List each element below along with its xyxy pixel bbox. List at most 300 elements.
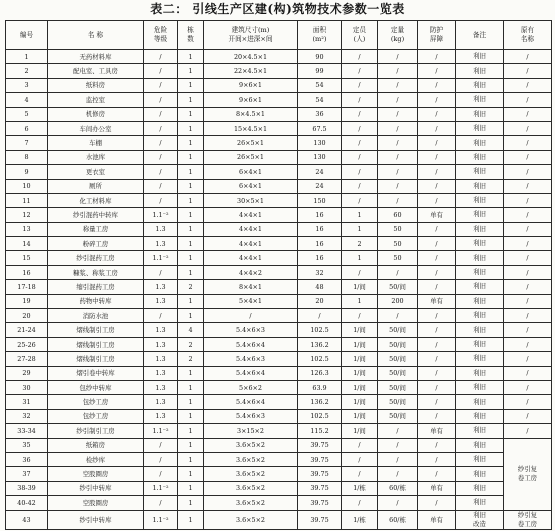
cell-area: 102.5: [298, 323, 342, 337]
cell-origname: /: [504, 165, 552, 179]
cell-dose: /: [378, 452, 418, 466]
table-row: [6, 510, 552, 529]
cell-count: 1: [178, 395, 204, 409]
header-count: 栋 数: [178, 21, 204, 50]
cell-note: 利旧: [456, 424, 504, 438]
cell-note: 利旧: [456, 64, 504, 78]
cell-hazard: /: [144, 452, 178, 466]
cell-count: 1: [178, 121, 204, 135]
cell-no: 30: [6, 380, 48, 394]
cell-area: 115.2: [298, 424, 342, 438]
cell-area: 24: [298, 165, 342, 179]
cell-name: 缩引混药工房: [48, 280, 144, 294]
cell-dims: 26×5×1: [204, 150, 298, 164]
cell-name: 车棚: [48, 136, 144, 150]
cell-protect: /: [418, 107, 456, 121]
cell-note: 利旧: [456, 467, 504, 481]
cell-origname: /: [504, 93, 552, 107]
cell-area: 16: [298, 208, 342, 222]
table-row: [6, 337, 552, 351]
cell-no: 33-34: [6, 424, 48, 438]
cell-note: 利旧: [456, 78, 504, 92]
cell-note: 利旧: [456, 294, 504, 308]
cell-area: 39.75: [298, 467, 342, 481]
cell-dose: 50: [378, 237, 418, 251]
cell-name: 纱引混药中转库: [48, 208, 144, 222]
cell-count: 2: [178, 280, 204, 294]
cell-name: 监控室: [48, 93, 144, 107]
cell-no: 16: [6, 265, 48, 279]
cell-name: 药物中转库: [48, 294, 144, 308]
cell-name: 纱引中转库: [48, 481, 144, 495]
table-row: [6, 208, 552, 222]
cell-area: /: [298, 309, 342, 323]
cell-count: 1: [178, 136, 204, 150]
cell-note: 利旧: [456, 237, 504, 251]
cell-staff: 1/间: [342, 366, 378, 380]
cell-hazard: /: [144, 438, 178, 452]
table-row: [6, 136, 552, 150]
cell-dose: /: [378, 121, 418, 135]
cell-name: 熠线制引工房: [48, 352, 144, 366]
cell-area: 126.3: [298, 366, 342, 380]
cell-area: 63.9: [298, 380, 342, 394]
cell-dose: 50/间: [378, 280, 418, 294]
table-row: [6, 452, 552, 466]
cell-note: 利旧: [456, 496, 504, 510]
table-row: [6, 165, 552, 179]
cell-name: 消防水池: [48, 309, 144, 323]
cell-origname: /: [504, 265, 552, 279]
cell-dose: 200: [378, 294, 418, 308]
cell-protect: /: [418, 121, 456, 135]
cell-hazard: 1.3: [144, 409, 178, 423]
cell-count: 1: [178, 208, 204, 222]
cell-area: 102.5: [298, 352, 342, 366]
cell-dims: 8×4×1: [204, 280, 298, 294]
cell-dose: 50: [378, 251, 418, 265]
cell-dims: 5.4×6×3: [204, 409, 298, 423]
cell-hazard: 1.3: [144, 237, 178, 251]
cell-protect: /: [418, 438, 456, 452]
cell-origname: /: [504, 395, 552, 409]
cell-hazard: /: [144, 467, 178, 481]
cell-staff: /: [342, 64, 378, 78]
cell-dims: 3.6×5×2: [204, 481, 298, 495]
header-dose: 定量 (kg): [378, 21, 418, 50]
cell-origname: /: [504, 64, 552, 78]
cell-staff: /: [342, 193, 378, 207]
cell-protect: /: [418, 380, 456, 394]
cell-count: 4: [178, 323, 204, 337]
cell-dose: /: [378, 179, 418, 193]
cell-staff: /: [342, 150, 378, 164]
cell-protect: 单有: [418, 208, 456, 222]
cell-name: 空股圈房: [48, 467, 144, 481]
cell-origname: /: [504, 337, 552, 351]
cell-no: 20: [6, 309, 48, 323]
cell-count: 1: [178, 107, 204, 121]
cell-protect: /: [418, 193, 456, 207]
cell-protect: /: [418, 136, 456, 150]
cell-staff: 1: [342, 208, 378, 222]
cell-hazard: 1.1⁻²: [144, 510, 178, 529]
cell-note: 利旧: [456, 323, 504, 337]
table-row: [6, 467, 552, 481]
cell-area: 39.75: [298, 496, 342, 510]
cell-note: 利旧: [456, 438, 504, 452]
cell-origname: /: [504, 237, 552, 251]
cell-area: 67.5: [298, 121, 342, 135]
cell-protect: /: [418, 78, 456, 92]
cell-protect: /: [418, 251, 456, 265]
cell-name: 更衣室: [48, 165, 144, 179]
cell-origname: /: [504, 280, 552, 294]
cell-count: 2: [178, 337, 204, 351]
cell-area: 54: [298, 78, 342, 92]
cell-dims: 5.4×6×4: [204, 337, 298, 351]
cell-name: 包纱工房: [48, 409, 144, 423]
cell-name: 包纱中转库: [48, 380, 144, 394]
cell-name: 包纱工房: [48, 395, 144, 409]
cell-note: 利旧: [456, 280, 504, 294]
table-row: [6, 179, 552, 193]
cell-area: 48: [298, 280, 342, 294]
cell-note: 利旧 改造: [456, 510, 504, 529]
cell-protect: /: [418, 237, 456, 251]
cell-area: 102.5: [298, 409, 342, 423]
cell-origname: /: [504, 380, 552, 394]
cell-origname: /: [504, 323, 552, 337]
cell-dose: 60/栋: [378, 510, 418, 529]
cell-note: 利旧: [456, 208, 504, 222]
cell-count: 1: [178, 438, 204, 452]
cell-no: 32: [6, 409, 48, 423]
table-row: [6, 481, 552, 495]
header-area: 面积 (m²): [298, 21, 342, 50]
cell-no: 15: [6, 251, 48, 265]
cell-staff: /: [342, 136, 378, 150]
cell-hazard: /: [144, 265, 178, 279]
cell-staff: 1/间: [342, 380, 378, 394]
table-row: [6, 222, 552, 236]
cell-note: 利旧: [456, 150, 504, 164]
table-row: [6, 93, 552, 107]
cell-dose: 50/间: [378, 395, 418, 409]
cell-no: 38-39: [6, 481, 48, 495]
cell-note: 利旧: [456, 452, 504, 466]
cell-protect: /: [418, 150, 456, 164]
cell-dims: 5.4×6×4: [204, 395, 298, 409]
cell-count: 1: [178, 467, 204, 481]
cell-name: 机修房: [48, 107, 144, 121]
cell-hazard: /: [144, 78, 178, 92]
cell-note: 利旧: [456, 366, 504, 380]
cell-name: 无药材料库: [48, 50, 144, 64]
cell-note: 利旧: [456, 179, 504, 193]
cell-count: 2: [178, 352, 204, 366]
cell-note: 利旧: [456, 395, 504, 409]
cell-no: 2: [6, 64, 48, 78]
cell-dims: 3.6×5×2: [204, 510, 298, 529]
table-row: [6, 424, 552, 438]
cell-origname-merged: 纱引复 卷工房: [504, 438, 552, 510]
table-row: [6, 50, 552, 64]
cell-name: 纱引制引工房: [48, 424, 144, 438]
cell-name: 糠浆、称浆工房: [48, 265, 144, 279]
cell-protect: 单有: [418, 294, 456, 308]
cell-area: 130: [298, 150, 342, 164]
cell-dose: 50/间: [378, 352, 418, 366]
technical-parameter-table: [5, 20, 552, 530]
cell-protect: /: [418, 179, 456, 193]
cell-staff: /: [342, 265, 378, 279]
cell-count: 1: [178, 165, 204, 179]
cell-no: 31: [6, 395, 48, 409]
cell-staff: /: [342, 179, 378, 193]
cell-area: 39.75: [298, 481, 342, 495]
cell-no: 27-28: [6, 352, 48, 366]
cell-origname: /: [504, 179, 552, 193]
cell-note: 利旧: [456, 352, 504, 366]
table-row: [6, 251, 552, 265]
cell-hazard: 1.1⁻²: [144, 424, 178, 438]
cell-area: 20: [298, 294, 342, 308]
cell-dose: 60/栋: [378, 481, 418, 495]
cell-note: 利旧: [456, 121, 504, 135]
cell-no: 35: [6, 438, 48, 452]
cell-origname: /: [504, 121, 552, 135]
cell-protect: 单有: [418, 510, 456, 529]
cell-area: 54: [298, 93, 342, 107]
cell-note: 利旧: [456, 481, 504, 495]
cell-dims: 30×5×1: [204, 193, 298, 207]
cell-dims: 5×4×1: [204, 294, 298, 308]
cell-protect: /: [418, 395, 456, 409]
cell-count: 1: [178, 496, 204, 510]
cell-name: 厕所: [48, 179, 144, 193]
cell-no: 36: [6, 452, 48, 466]
cell-dose: /: [378, 193, 418, 207]
cell-dose: /: [378, 265, 418, 279]
cell-dims: 3.6×5×2: [204, 438, 298, 452]
cell-protect: /: [418, 64, 456, 78]
cell-note: 利旧: [456, 380, 504, 394]
cell-name: 化工材料库: [48, 193, 144, 207]
cell-dose: /: [378, 78, 418, 92]
cell-note: 利旧: [456, 136, 504, 150]
cell-origname: /: [504, 251, 552, 265]
table-row: [6, 280, 552, 294]
cell-count: 1: [178, 510, 204, 529]
table-row: [6, 309, 552, 323]
cell-no: 14: [6, 237, 48, 251]
table-row: [6, 395, 552, 409]
table-row: [6, 150, 552, 164]
table-row: [6, 496, 552, 510]
cell-area: 39.75: [298, 510, 342, 529]
cell-no: 10: [6, 179, 48, 193]
cell-dims: 8×4.5×1: [204, 107, 298, 121]
cell-protect: 单有: [418, 424, 456, 438]
cell-origname-merged: 纱引复 卷工房: [504, 510, 552, 529]
table-row: [6, 64, 552, 78]
cell-dims: 5×6×2: [204, 380, 298, 394]
cell-hazard: /: [144, 496, 178, 510]
cell-dims: 5.4×6×4: [204, 366, 298, 380]
cell-dose: /: [378, 424, 418, 438]
cell-dose: /: [378, 309, 418, 323]
cell-no: 21-24: [6, 323, 48, 337]
table-row: [6, 352, 552, 366]
cell-staff: /: [342, 165, 378, 179]
cell-staff: 1/间: [342, 424, 378, 438]
cell-note: 利旧: [456, 251, 504, 265]
cell-dose: /: [378, 467, 418, 481]
table-body: [6, 50, 552, 530]
cell-hazard: /: [144, 309, 178, 323]
cell-staff: 1/间: [342, 395, 378, 409]
cell-hazard: /: [144, 50, 178, 64]
cell-count: 1: [178, 309, 204, 323]
cell-protect: /: [418, 337, 456, 351]
cell-staff: 1: [342, 294, 378, 308]
cell-area: 99: [298, 64, 342, 78]
cell-count: 1: [178, 380, 204, 394]
cell-dims: 6×4×1: [204, 179, 298, 193]
cell-dose: 50/间: [378, 409, 418, 423]
cell-no: 29: [6, 366, 48, 380]
cell-dims: 6×4×1: [204, 165, 298, 179]
header-no: 编号: [6, 21, 48, 50]
table-row: [6, 380, 552, 394]
cell-hazard: 1.3: [144, 366, 178, 380]
cell-staff: /: [342, 50, 378, 64]
cell-count: 1: [178, 294, 204, 308]
cell-staff: 1/栋: [342, 481, 378, 495]
cell-origname: /: [504, 309, 552, 323]
cell-protect: /: [418, 165, 456, 179]
cell-count: 1: [178, 50, 204, 64]
cell-dims: 4×4×1: [204, 208, 298, 222]
table-row: [6, 438, 552, 452]
cell-protect: /: [418, 452, 456, 466]
cell-no: 7: [6, 136, 48, 150]
cell-name: 水池库: [48, 150, 144, 164]
cell-dose: /: [378, 50, 418, 64]
cell-no: 5: [6, 107, 48, 121]
cell-name: 熠线制引工房: [48, 337, 144, 351]
cell-dims: 26×5×1: [204, 136, 298, 150]
cell-area: 32: [298, 265, 342, 279]
page-title: 表二： 引线生产区建(构)筑物技术参数一览表: [150, 2, 405, 16]
cell-protect: /: [418, 409, 456, 423]
cell-dose: /: [378, 64, 418, 78]
cell-hazard: /: [144, 150, 178, 164]
cell-hazard: 1.3: [144, 337, 178, 351]
cell-protect: 单有: [418, 481, 456, 495]
cell-area: 136.2: [298, 337, 342, 351]
table-row: [6, 237, 552, 251]
cell-hazard: 1.3: [144, 222, 178, 236]
cell-protect: /: [418, 366, 456, 380]
cell-staff: /: [342, 452, 378, 466]
cell-count: 1: [178, 366, 204, 380]
table-row: [6, 107, 552, 121]
cell-staff: /: [342, 438, 378, 452]
cell-note: 利旧: [456, 107, 504, 121]
cell-count: 1: [178, 93, 204, 107]
cell-origname: /: [504, 222, 552, 236]
header-note: 备注: [456, 21, 504, 50]
cell-name: 空股圈房: [48, 496, 144, 510]
cell-name: 纱引混药工房: [48, 251, 144, 265]
cell-protect: /: [418, 50, 456, 64]
cell-origname: /: [504, 193, 552, 207]
cell-origname: /: [504, 409, 552, 423]
table-row: [6, 366, 552, 380]
cell-area: 150: [298, 193, 342, 207]
cell-no: 25-26: [6, 337, 48, 351]
table-row: [6, 78, 552, 92]
cell-name: 纱引中转库: [48, 510, 144, 529]
cell-protect: /: [418, 265, 456, 279]
cell-hazard: 1.3: [144, 280, 178, 294]
cell-dose: 50/间: [378, 380, 418, 394]
cell-count: 1: [178, 222, 204, 236]
cell-hazard: /: [144, 121, 178, 135]
cell-hazard: /: [144, 93, 178, 107]
cell-dims: 20×4.5×1: [204, 50, 298, 64]
cell-hazard: /: [144, 107, 178, 121]
cell-origname: /: [504, 150, 552, 164]
cell-origname: /: [504, 424, 552, 438]
cell-origname: /: [504, 50, 552, 64]
cell-origname: /: [504, 294, 552, 308]
cell-no: 19: [6, 294, 48, 308]
cell-area: 16: [298, 237, 342, 251]
cell-name: 粉碎工房: [48, 237, 144, 251]
cell-origname: /: [504, 78, 552, 92]
cell-dose: /: [378, 150, 418, 164]
table-row: [6, 193, 552, 207]
cell-dims: 3.6×5×2: [204, 496, 298, 510]
cell-dose: 50: [378, 222, 418, 236]
cell-staff: 2: [342, 237, 378, 251]
cell-dose: /: [378, 438, 418, 452]
cell-area: 16: [298, 251, 342, 265]
cell-name: 车间办公室: [48, 121, 144, 135]
cell-dims: 4×4×1: [204, 222, 298, 236]
cell-staff: 1/间: [342, 337, 378, 351]
cell-count: 1: [178, 179, 204, 193]
cell-count: 1: [178, 481, 204, 495]
cell-hazard: 1.3: [144, 395, 178, 409]
cell-no: 6: [6, 121, 48, 135]
cell-hazard: /: [144, 64, 178, 78]
cell-name: 检纱库: [48, 452, 144, 466]
cell-dose: 50/间: [378, 337, 418, 351]
cell-dose: /: [378, 165, 418, 179]
cell-note: 利旧: [456, 265, 504, 279]
cell-no: 40-42: [6, 496, 48, 510]
cell-count: 1: [178, 237, 204, 251]
cell-area: 16: [298, 222, 342, 236]
cell-note: 利旧: [456, 409, 504, 423]
cell-staff: /: [342, 121, 378, 135]
header-origname: 原有 名称: [504, 21, 552, 50]
cell-area: 39.75: [298, 438, 342, 452]
